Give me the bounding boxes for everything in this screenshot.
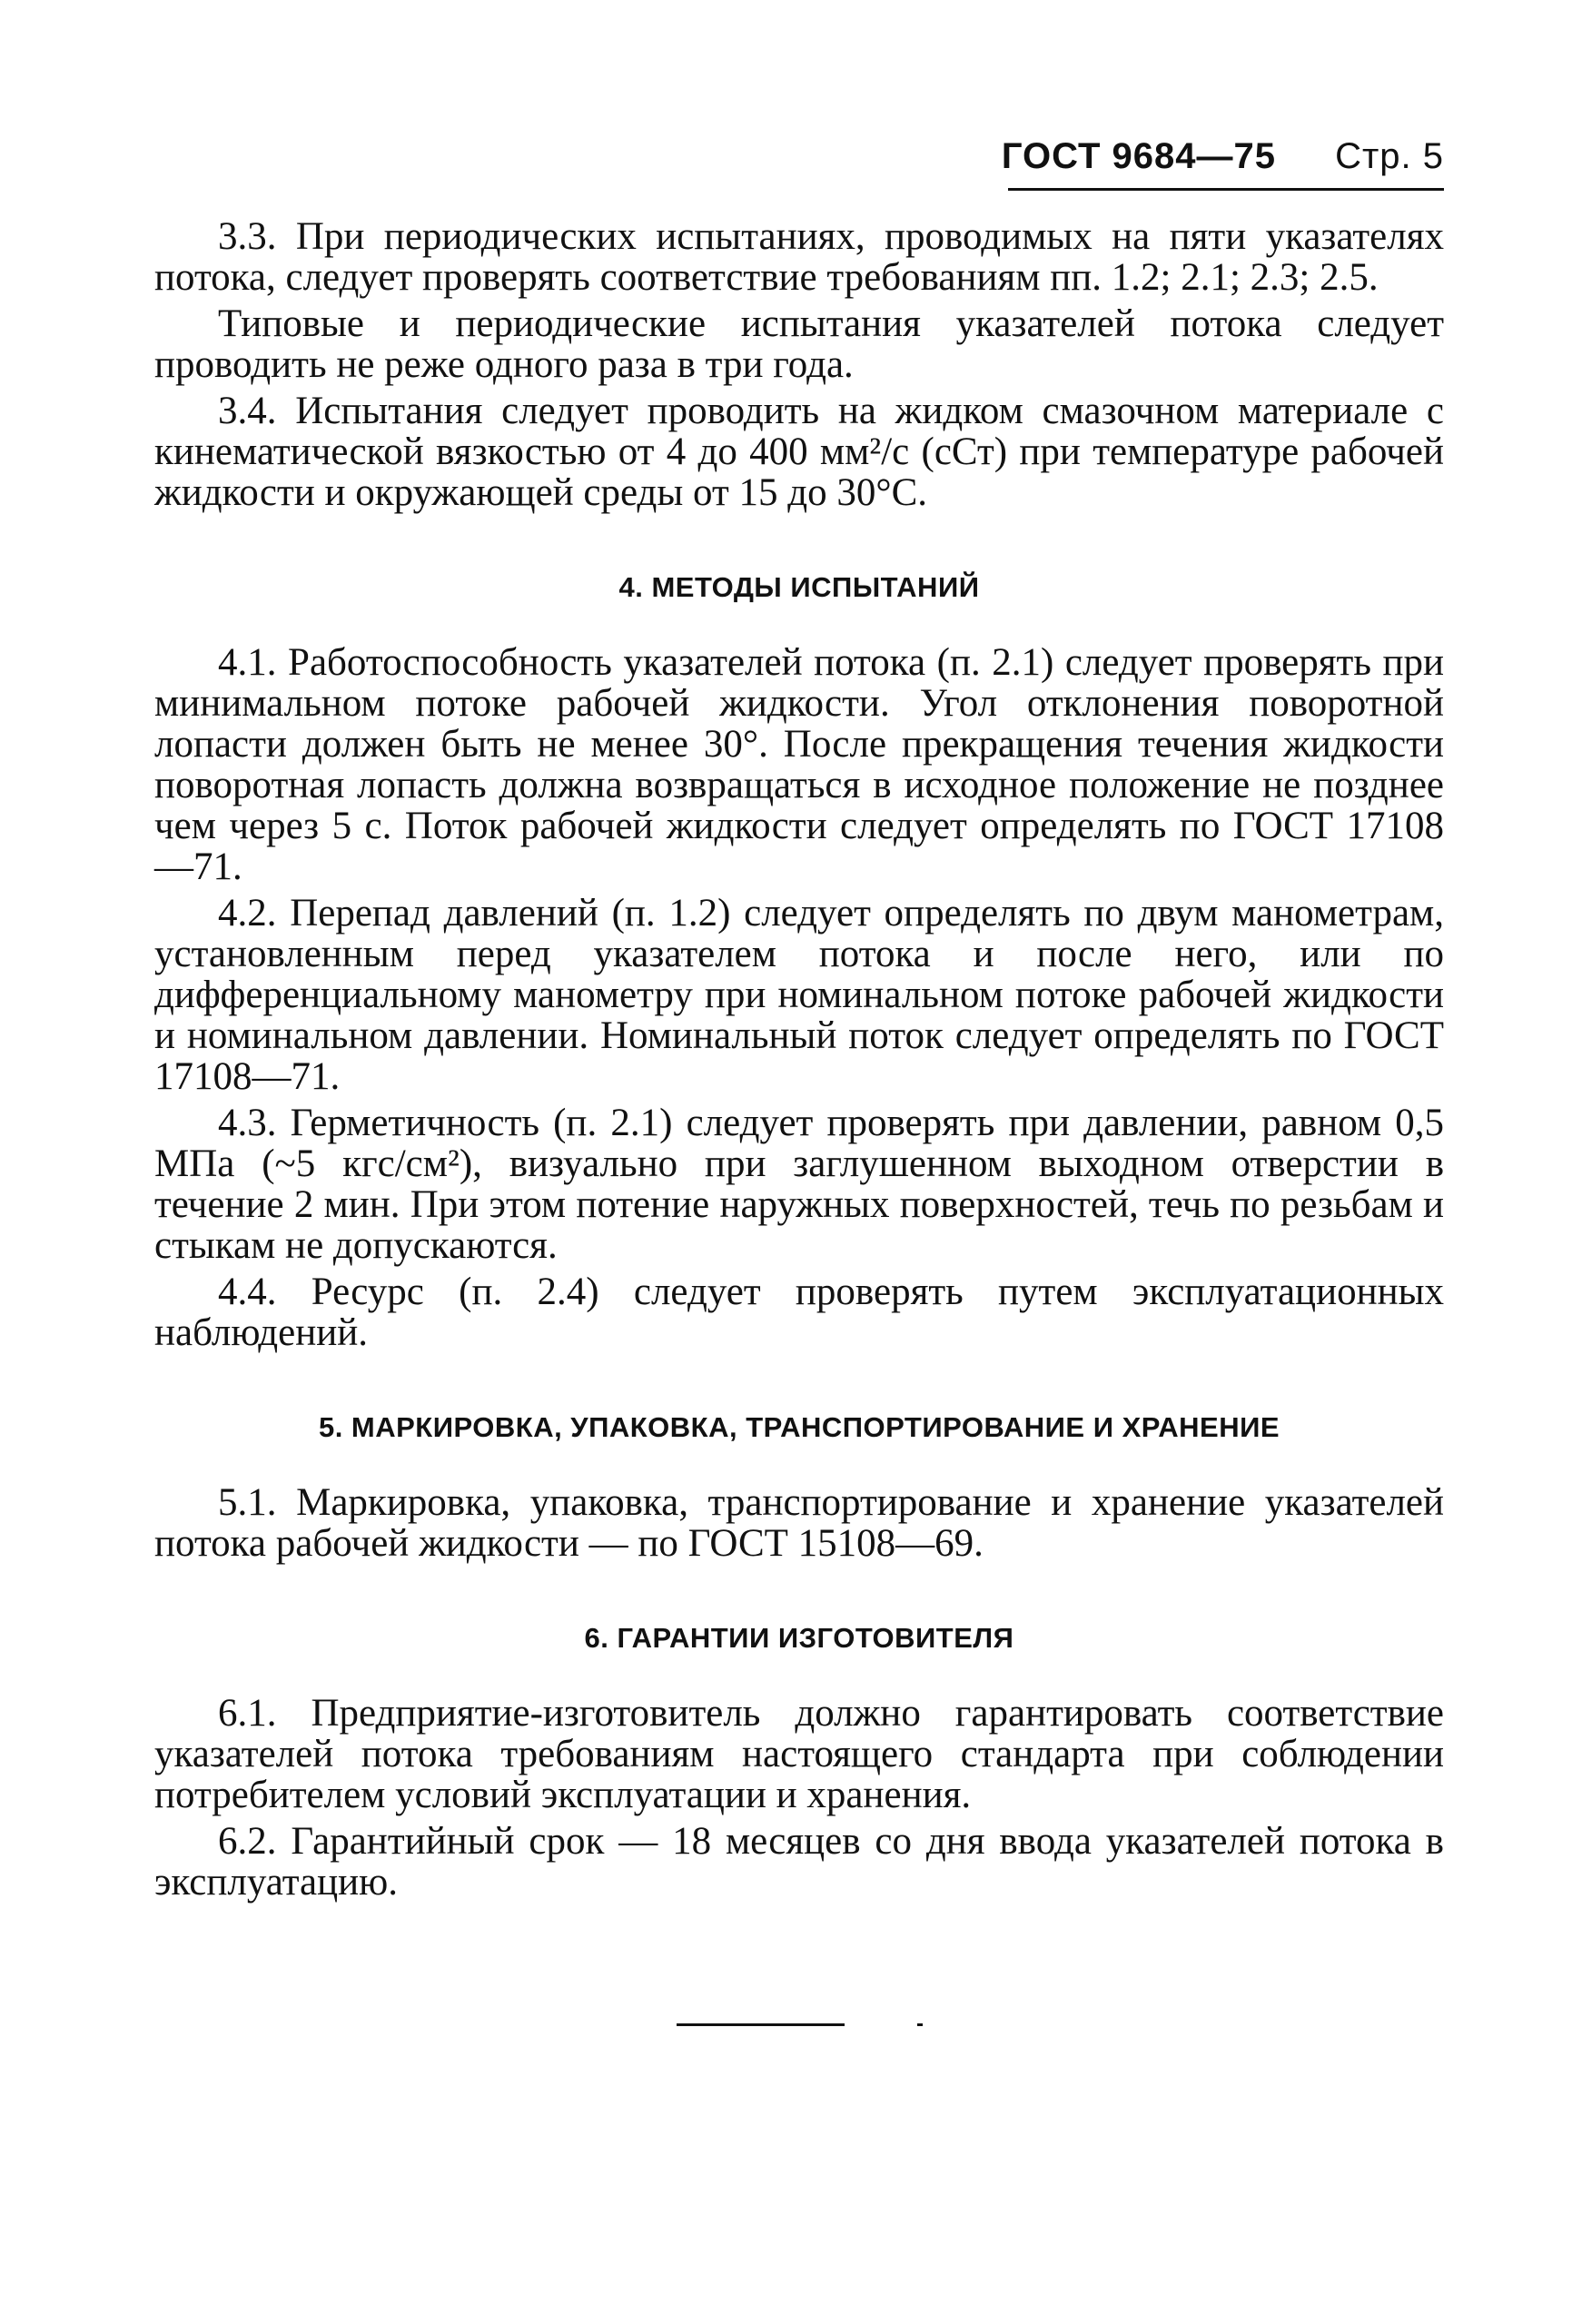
section-4-heading: 4. МЕТОДЫ ИСПЫТАНИЙ [618, 571, 980, 603]
paragraph-3-4: 3.4. Испытания следует проводить на жидком смазочном материале с кинематической вязкостью от 4 до 400 мм²/с (сСт) при температуре рабочей жидкости и окружающей среды от 15 до 30°С. [154, 390, 1444, 514]
paragraph-5-1: 5.1. Маркировка, упаковка, транспортирование и хранение указателей потока рабочей жидкости — по ГОСТ 15108—69. [154, 1481, 1444, 1565]
paragraph-6-2: 6.2. Гарантийный срок — 18 месяцев со дня ввода указателей потока в эксплуатацию. [154, 1820, 1444, 1904]
end-of-text-rule [677, 2023, 845, 2026]
paragraph-4-2: 4.2. Перепад давлений (п. 1.2) следует определять по двум манометрам, установленным перед указателем потока и после него, или по дифференциальному манометру при номинальном потоке рабочей жидкости и номинальном давлении. Номинальный поток следует определять по ГОСТ 17108—71. [154, 892, 1444, 1098]
paragraph-6-1: 6.1. Предприятие-изготовитель должно гарантировать соответствие указателей потока требованиям настоящего стандарта при соблюдении потребителем условий эксплуатации и хранения. [154, 1692, 1444, 1816]
paragraph-4-4: 4.4. Ресурс (п. 2.4) следует проверять путем эксплуатационных наблюдений. [154, 1271, 1444, 1354]
document-body [154, 216, 1444, 1903]
section-5-heading: 5. МАРКИРОВКА, УПАКОВКА, ТРАНСПОРТИРОВАНИЕ И ХРАНЕНИЕ [318, 1411, 1280, 1443]
paragraph-3-3-cont: Типовые и периодические испытания указателей потока следует проводить не реже одного раза в три года. [154, 302, 1444, 386]
standard-number: ГОСТ 9684—75 [1001, 136, 1276, 176]
page-header [935, 136, 1444, 191]
paragraph-4-3: 4.3. Герметичность (п. 2.1) следует проверять при давлении, равном 0,5 МПа (~5 кгс/см²), визуально при заглушенном выходном отверстии в течение 2 мин. При этом потение наружных поверхностей, течь по резьбам и стыкам не допускаются. [154, 1102, 1444, 1267]
paragraph-3-3: 3.3. При периодических испытаниях, проводимых на пяти указателях потока, следует проверять соответствие требованиям пп. 1.2; 2.1; 2.3; 2.5. [154, 215, 1444, 299]
header-rule [1008, 188, 1444, 191]
section-6-heading: 6. ГАРАНТИИ ИЗГОТОВИТЕЛЯ [584, 1622, 1014, 1654]
page-number: Стр. 5 [1335, 136, 1444, 176]
end-of-text-mark [917, 2023, 923, 2026]
paragraph-4-1: 4.1. Работоспособность указателей потока (п. 2.1) следует проверять при минимальном потоке рабочей жидкости. Угол отклонения поворотной лопасти должен быть не менее 30°. После прекращения течения жидкости поворотная лопасть должна возвращаться в исходное положение не позднее чем через 5 с. Поток рабочей жидкости следует определять по ГОСТ 17108—71. [154, 641, 1444, 888]
